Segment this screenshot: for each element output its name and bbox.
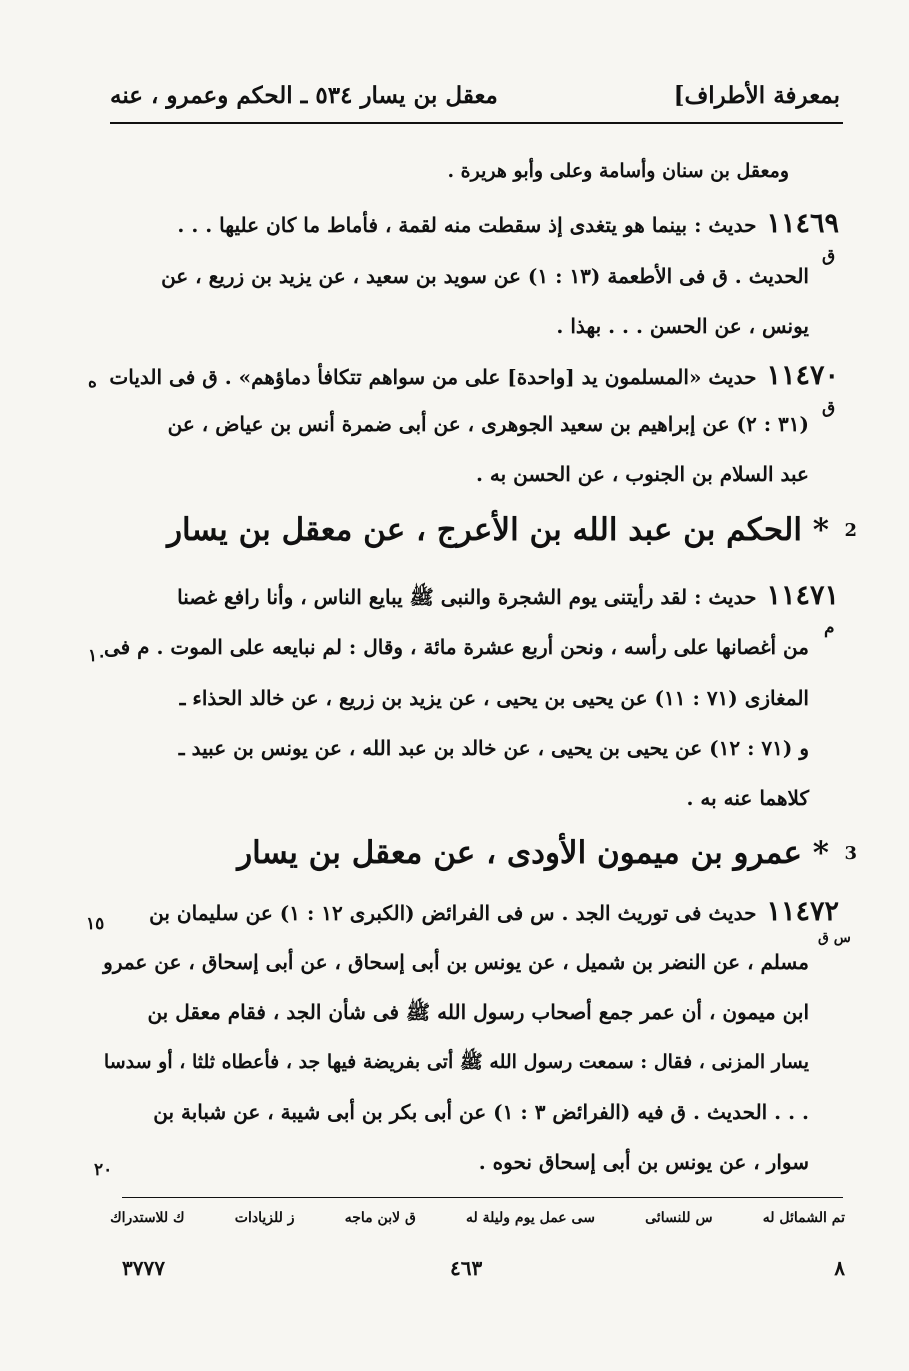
sigla-item: ك للاستدراك: [110, 1210, 185, 1226]
hadith-1470-line-2: (٣١ : ٢) عن إبراهيم بن سعيد الجوهرى ، عن أبى ضمرة أنس بن عياض ، عن: [167, 412, 809, 436]
hadith-text: حديث : بينما هو يتغدى إذ سقطت منه لقمة ، فأماط ما كان عليها . . .: [177, 213, 757, 237]
hadith-1472-line-3: ابن ميمون ، أن عمر جمع أصحاب رسول الله ﷺ فى شأن الجد ، فقام معقل بن: [147, 1000, 809, 1024]
section-3-title: * عمرو بن ميمون الأودى ، عن معقل بن يسار: [237, 835, 829, 871]
sigla-legend: [110, 1210, 845, 1226]
header-left: معقل بن يسار ٥٣٤ ـ الحكم وعمرو ، عنه: [110, 82, 498, 109]
hadith-1469-line-1: [177, 208, 839, 239]
hadith-number: ١١٤٧٢: [766, 896, 839, 927]
signature-number: ٨: [834, 1256, 845, 1280]
footer-rule: [122, 1197, 843, 1198]
hadith-1470-line-3: عبد السلام بن الجنوب ، عن الحسن به .: [475, 462, 809, 486]
margin-siglum: ق: [822, 246, 836, 266]
hadith-1472-line-4: يسار المزنى ، فقال : سمعت رسول الله ﷺ أتى بفريضة فيها جد ، فأعطاه ثلثا ، أو سدسا: [103, 1051, 809, 1073]
hadith-1471-line-5: كلاهما عنه به .: [686, 786, 809, 810]
hadith-number: ١١٤٧٠: [766, 360, 839, 391]
hadith-text: حديث «المسلمون يد [واحدة] على من سواهم تتكافأ دماؤهم» . ق فى الديات: [109, 365, 757, 389]
hadith-1469-line-3: يونس ، عن الحسن . . . بهذا .: [556, 314, 809, 338]
volume-page-number: ٣٧٧٧: [122, 1256, 165, 1280]
hadith-1471-line-1: [177, 580, 839, 614]
hadith-text: حديث فى توريث الجد . س فى الفرائض (الكبرى ١٢ : ١) عن سليمان بن: [149, 901, 757, 925]
sigla-item: ق لابن ماجه: [344, 1210, 416, 1226]
section-2-title: * الحكم بن عبد الله بن الأعرج ، عن معقل بن يسار: [167, 512, 829, 548]
header-right: بمعرفة الأطراف]: [673, 82, 840, 109]
margin-line-number: ١٠: [88, 646, 107, 666]
margin-line-number: ه: [88, 372, 97, 392]
hadith-1471-line-2: من أغصانها على رأسه ، ونحن أربع عشرة مائة ، وقال : لم نبايعه على الموت . م فى: [103, 635, 809, 659]
margin-siglum: ق: [822, 398, 836, 418]
margin-siglum: س ق: [818, 930, 851, 946]
running-header: [110, 78, 840, 118]
page-number: ٤٦٣: [450, 1256, 483, 1280]
hadith-1472-line-5: . . . الحديث . ق فيه (الفرائض ٣ : ١) عن أبى بكر بن أبى شيبة ، عن شبابة بن: [153, 1100, 809, 1124]
header-rule: [110, 122, 843, 124]
hadith-1471-line-4: و (٧١ : ١٢) عن يحيى بن يحيى ، عن خالد بن عبد الله ، عن يونس بن عبيد ـ: [178, 736, 809, 760]
margin-line-number: ٢٠: [94, 1160, 113, 1180]
sigla-item: س للنسائى: [645, 1210, 713, 1226]
intro-line: ومعقل بن سنان وأسامة وعلى وأبو هريرة .: [447, 160, 789, 182]
section-3-number: 3: [844, 843, 857, 864]
hadith-1470-line-1: [109, 360, 839, 391]
margin-siglum: م: [824, 618, 835, 638]
hadith-text: حديث : لقد رأيتنى يوم الشجرة والنبى ﷺ يبايع الناس ، وأنا رافع غصنا: [177, 585, 757, 609]
sigla-item: تم الشمائل له: [762, 1210, 845, 1226]
hadith-1472-line-2: مسلم ، عن النضر بن شميل ، عن يونس بن أبى إسحاق ، عن أبى إسحاق ، عن عمرو: [103, 950, 809, 974]
hadith-number: ١١٤٦٩: [766, 208, 839, 239]
hadith-1472-line-1: [149, 896, 839, 927]
hadith-1471-line-3: المغازى (٧١ : ١١) عن يحيى بن يحيى ، عن يزيد بن زريع ، عن خالد الحذاء ـ: [179, 686, 809, 710]
hadith-1472-line-6: سوار ، عن يونس بن أبى إسحاق نحوه .: [478, 1150, 809, 1174]
margin-line-number: ١٥: [86, 914, 105, 934]
section-2-number: 2: [844, 520, 857, 541]
sigla-item: سى عمل يوم وليلة له: [466, 1210, 595, 1226]
hadith-number: ١١٤٧١: [766, 580, 839, 611]
page-bottom: [110, 1256, 845, 1286]
hadith-1469-line-2: الحديث . ق فى الأطعمة (١٣ : ١) عن سويد بن سعيد ، عن يزيد بن زريع ، عن: [161, 264, 809, 288]
sigla-item: ز للزيادات: [234, 1210, 295, 1226]
